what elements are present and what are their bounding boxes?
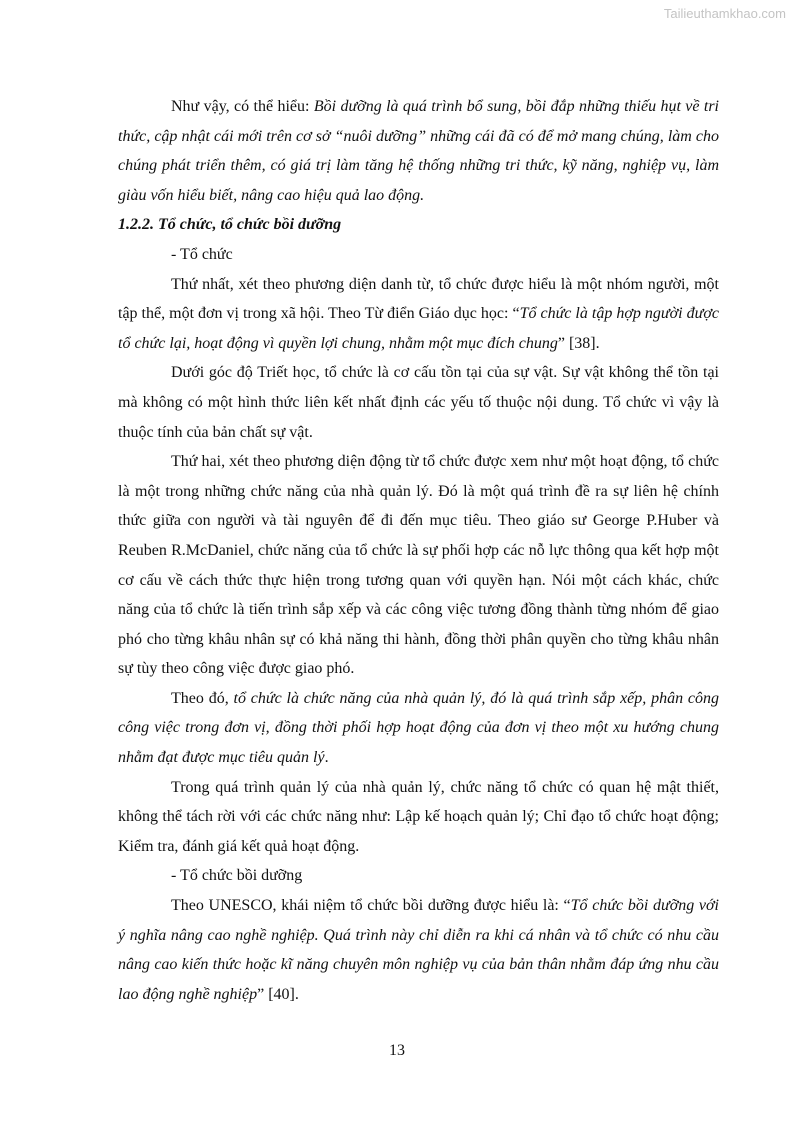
paragraph-management-functions: Trong quá trình quản lý của nhà quản lý, chức năng tổ chức có quan hệ mật thiết, không thể tách rời với các chức năng như: Lập kế hoạch quản lý; Chỉ đạo tổ chức hoạt động; Kiểm tra, đánh giá kết quả hoạt động. <box>118 778 719 855</box>
watermark: Tailieuthamkhao.com <box>663 6 786 21</box>
section-heading: 1.2.2. Tổ chức, tổ chức bồi dưỡng <box>118 216 342 234</box>
paragraph-unesco: Theo UNESCO, khái niệm tổ chức bồi dưỡng được hiểu là: “Tổ chức bồi dưỡng với ý nghĩa nâng cao nghề nghiệp. Quá trình này chỉ diễn ra khi cá nhân và tổ chức có nhu cầu nâng cao kiến thức hoặc kĩ năng chuyên môn nghiệp vụ của bản thân nhằm đáp ứng nhu cầu lao động nghề nghiệp” [40]. <box>118 897 719 1003</box>
document-body <box>118 92 719 1009</box>
paragraph-conclusion: Theo đó, tổ chức là chức năng của nhà quản lý, đó là quá trình sắp xếp, phân công công việc trong đơn vị, đồng thời phối hợp hoạt động của đơn vị theo một xu hướng chung nhằm đạt được mục tiêu quản lý. <box>118 689 719 767</box>
paragraph-philosophy: Dưới góc độ Triết học, tổ chức là cơ cấu tồn tại của sự vật. Sự vật không thể tồn tại mà không có một hình thức liên kết nhất định các yếu tố thuộc nội dung. Tổ chức vì vậy là thuộc tính của bản chất sự vật. <box>118 364 719 441</box>
paragraph-verb-definition: Thứ hai, xét theo phương diện động từ tổ chức được xem như một hoạt động, tổ chức là một trong những chức năng của nhà quản lý. Đó là một quá trình đề ra sự liên hệ chính thức giữa con người và tài nguyên để đi đến mục tiêu. Theo giáo sư George P.Huber và Reuben R.McDaniel, chức năng của tổ chức là sự phối hợp các nỗ lực thông qua kết hợp một cơ cấu về cách thức thực hiện trong tương quan với quyền hạn. Nói một cách khác, chức năng của tổ chức là tiến trình sắp xếp và các công việc tương đồng thành từng nhóm để giao phó cho từng khâu nhân sự có khả năng thi hành, đồng thời phân quyền cho từng khâu nhân sự tùy theo công việc được giao phó. <box>118 453 719 678</box>
paragraph-noun-definition: Thứ nhất, xét theo phương diện danh từ, tổ chức được hiểu là một nhóm người, một tập thể, một đơn vị trong xã hội. Theo Từ điển Giáo dục học: “Tổ chức là tập hợp người được tổ chức lại, hoạt động vì quyền lợi chung, nhằm một mục đích chung” [38]. <box>118 275 719 352</box>
subheading-to-chuc: - Tổ chức <box>171 245 233 263</box>
paragraph-definition: Như vậy, có thể hiểu: Bồi dưỡng là quá trình bổ sung, bồi đắp những thiếu hụt về tri thức, cập nhật cái mới trên cơ sở “nuôi dưỡng” những cái đã có để mở mang chúng, làm cho chúng phát triển thêm, có giá trị làm tăng hệ thống những tri thức, kỹ năng, nghiệp vụ, làm giàu vốn hiểu biết, nâng cao hiệu quả lao động. <box>118 98 720 204</box>
page-number: 13 <box>389 1042 405 1059</box>
subheading-to-chuc-boi-duong: - Tổ chức bồi dưỡng <box>171 867 303 885</box>
